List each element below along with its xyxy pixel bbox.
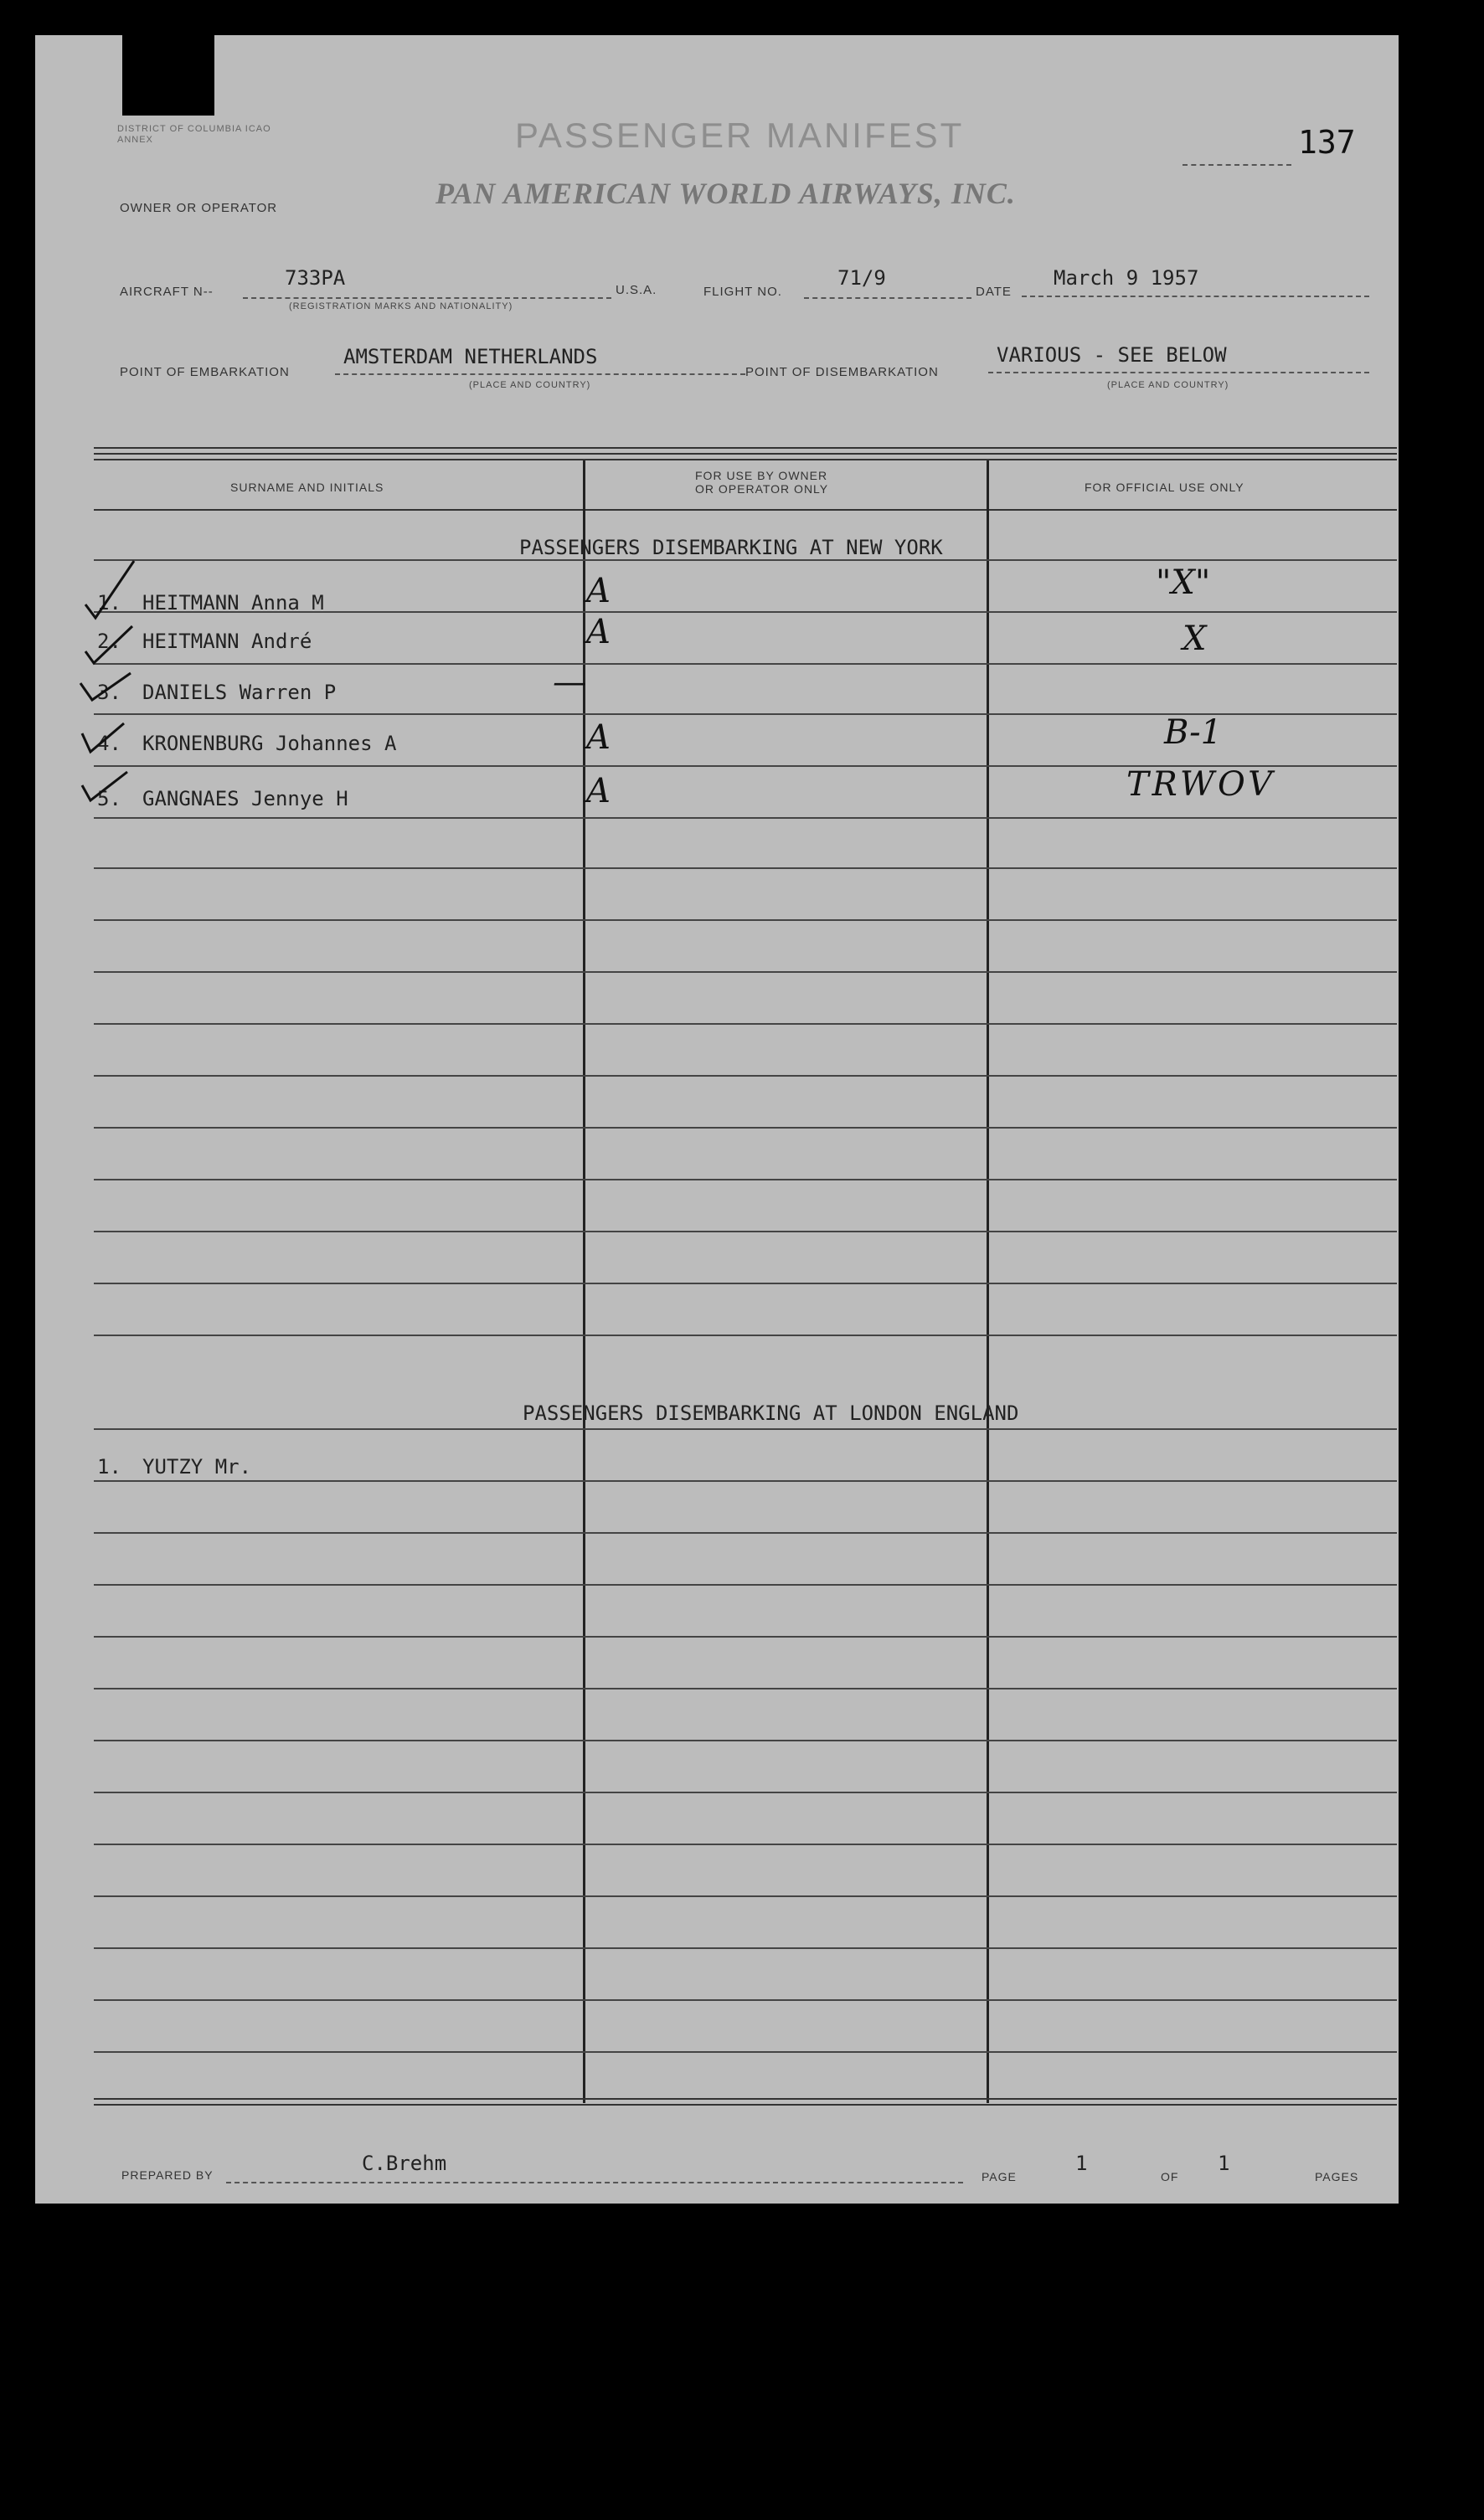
form-ruled-line [94, 1947, 1397, 1949]
row-num: 4. [97, 732, 121, 755]
passenger-name: KRONENBURG Johannes A [142, 732, 397, 755]
form-ruled-line [94, 1075, 1397, 1077]
form-ruled-line [94, 1428, 1397, 1430]
form-ruled-line [94, 663, 1397, 665]
passenger-name: GANGNAES Jennye H [142, 787, 348, 810]
passenger-name: HEITMANN André [142, 630, 312, 653]
form-ruled-line [94, 1688, 1397, 1689]
prepared-label: PREPARED BY [121, 2168, 214, 2182]
owner-value: PAN AMERICAN WORLD AIRWAYS, INC. [435, 177, 1016, 210]
official-mark: X [1183, 620, 1207, 658]
form-ruled-line [94, 971, 1397, 973]
aircraft-value: 733PA [285, 266, 346, 290]
row-num: 1. [97, 1455, 121, 1479]
form-ruled-line [94, 1895, 1397, 1897]
col-header-owner-2: OR OPERATOR ONLY [695, 482, 829, 496]
disembark-sub: (PLACE AND COUNTRY) [1107, 380, 1229, 390]
aircraft-line [243, 297, 611, 299]
prepared-line [226, 2182, 963, 2183]
form-ruled-line [94, 1335, 1397, 1336]
table-top-rule [94, 447, 1397, 455]
row-num: 2. [97, 630, 121, 653]
embark-label: POINT OF EMBARKATION [120, 365, 290, 379]
owner-mark: A [586, 572, 611, 610]
form-ruled-line [94, 1283, 1397, 1284]
owner-label: OWNER OR OPERATOR [120, 201, 278, 215]
row-num: 1. [97, 591, 121, 615]
table-bottom-rule [94, 2098, 1397, 2106]
flight-value: 71/9 [837, 266, 886, 290]
form-ruled-line [94, 559, 1397, 561]
pages-label: PAGES [1315, 2170, 1359, 2183]
owner-mark: — [553, 663, 586, 702]
section-heading-new-york: PASSENGERS DISEMBARKING AT NEW YORK [519, 536, 943, 559]
form-ruled-line [94, 2051, 1397, 2053]
embark-line [335, 373, 745, 375]
column-divider-2 [987, 460, 989, 2103]
form-ruled-line [94, 1584, 1397, 1586]
page-title: PASSENGER MANIFEST [515, 116, 965, 155]
form-ruled-line [94, 1480, 1397, 1482]
official-mark: "X" [1156, 563, 1211, 602]
col-header-name: SURNAME AND INITIALS [230, 481, 384, 494]
usa-label: U.S.A. [616, 283, 657, 297]
prepared-value: C.Brehm [362, 2152, 447, 2175]
form-ruled-line [94, 1532, 1397, 1534]
page-label: PAGE [982, 2170, 1017, 2183]
form-ruled-line [94, 1023, 1397, 1025]
aircraft-sub: (REGISTRATION MARKS AND NATIONALITY) [289, 301, 513, 311]
official-mark: B-1 [1164, 713, 1223, 752]
official-mark: TRWOV [1126, 765, 1276, 804]
disembark-line [988, 372, 1369, 373]
disembark-label: POINT OF DISEMBARKATION [745, 365, 939, 379]
form-ruled-line [94, 1127, 1397, 1129]
form-ruled-line [94, 1636, 1397, 1638]
flight-label: FLIGHT NO. [703, 285, 782, 299]
torn-corner [122, 33, 214, 116]
embark-sub: (PLACE AND COUNTRY) [469, 380, 591, 390]
form-ruled-line [94, 1231, 1397, 1232]
row-num: 3. [97, 681, 121, 704]
table-top-rule-2 [94, 459, 1397, 460]
owner-mark: A [586, 613, 611, 651]
column-divider-1 [583, 460, 585, 2103]
form-ruled-line [94, 1740, 1397, 1741]
passenger-name: YUTZY Mr. [142, 1455, 252, 1479]
owner-mark: A [586, 772, 611, 810]
page-value: 1 [1075, 2152, 1088, 2175]
col-header-owner-1: FOR USE BY OWNER [695, 469, 828, 482]
date-value: March 9 1957 [1054, 266, 1199, 290]
district-stamp: DISTRICT OF COLUMBIA ICAO ANNEX [117, 124, 271, 145]
embark-value: AMSTERDAM NETHERLANDS [343, 345, 598, 368]
form-ruled-line [94, 1999, 1397, 2001]
row-num: 5. [97, 787, 121, 810]
aircraft-label: AIRCRAFT N-- [120, 285, 214, 299]
form-ruled-line [94, 817, 1397, 819]
form-ruled-line [94, 919, 1397, 921]
passenger-name: DANIELS Warren P [142, 681, 337, 704]
owner-mark: A [586, 718, 611, 757]
date-label: DATE [976, 285, 1012, 299]
of-label: OF [1161, 2170, 1179, 2183]
header-bottom-rule [94, 509, 1397, 511]
form-ruled-line [94, 1179, 1397, 1180]
of-value: 1 [1218, 2152, 1230, 2175]
form-ruled-line [94, 1792, 1397, 1793]
date-line [1022, 296, 1369, 297]
sheet-number: 137 [1298, 124, 1356, 161]
form-ruled-line [94, 867, 1397, 869]
disembark-value: VARIOUS - SEE BELOW [997, 343, 1227, 367]
flight-line [804, 297, 971, 299]
passenger-name: HEITMANN Anna M [142, 591, 324, 615]
form-ruled-line [94, 1844, 1397, 1845]
col-header-official: FOR OFFICIAL USE ONLY [1085, 481, 1244, 494]
check-marks [74, 553, 157, 812]
section-heading-london: PASSENGERS DISEMBARKING AT LONDON ENGLAND [523, 1401, 1019, 1425]
page-number-line [1183, 164, 1291, 166]
